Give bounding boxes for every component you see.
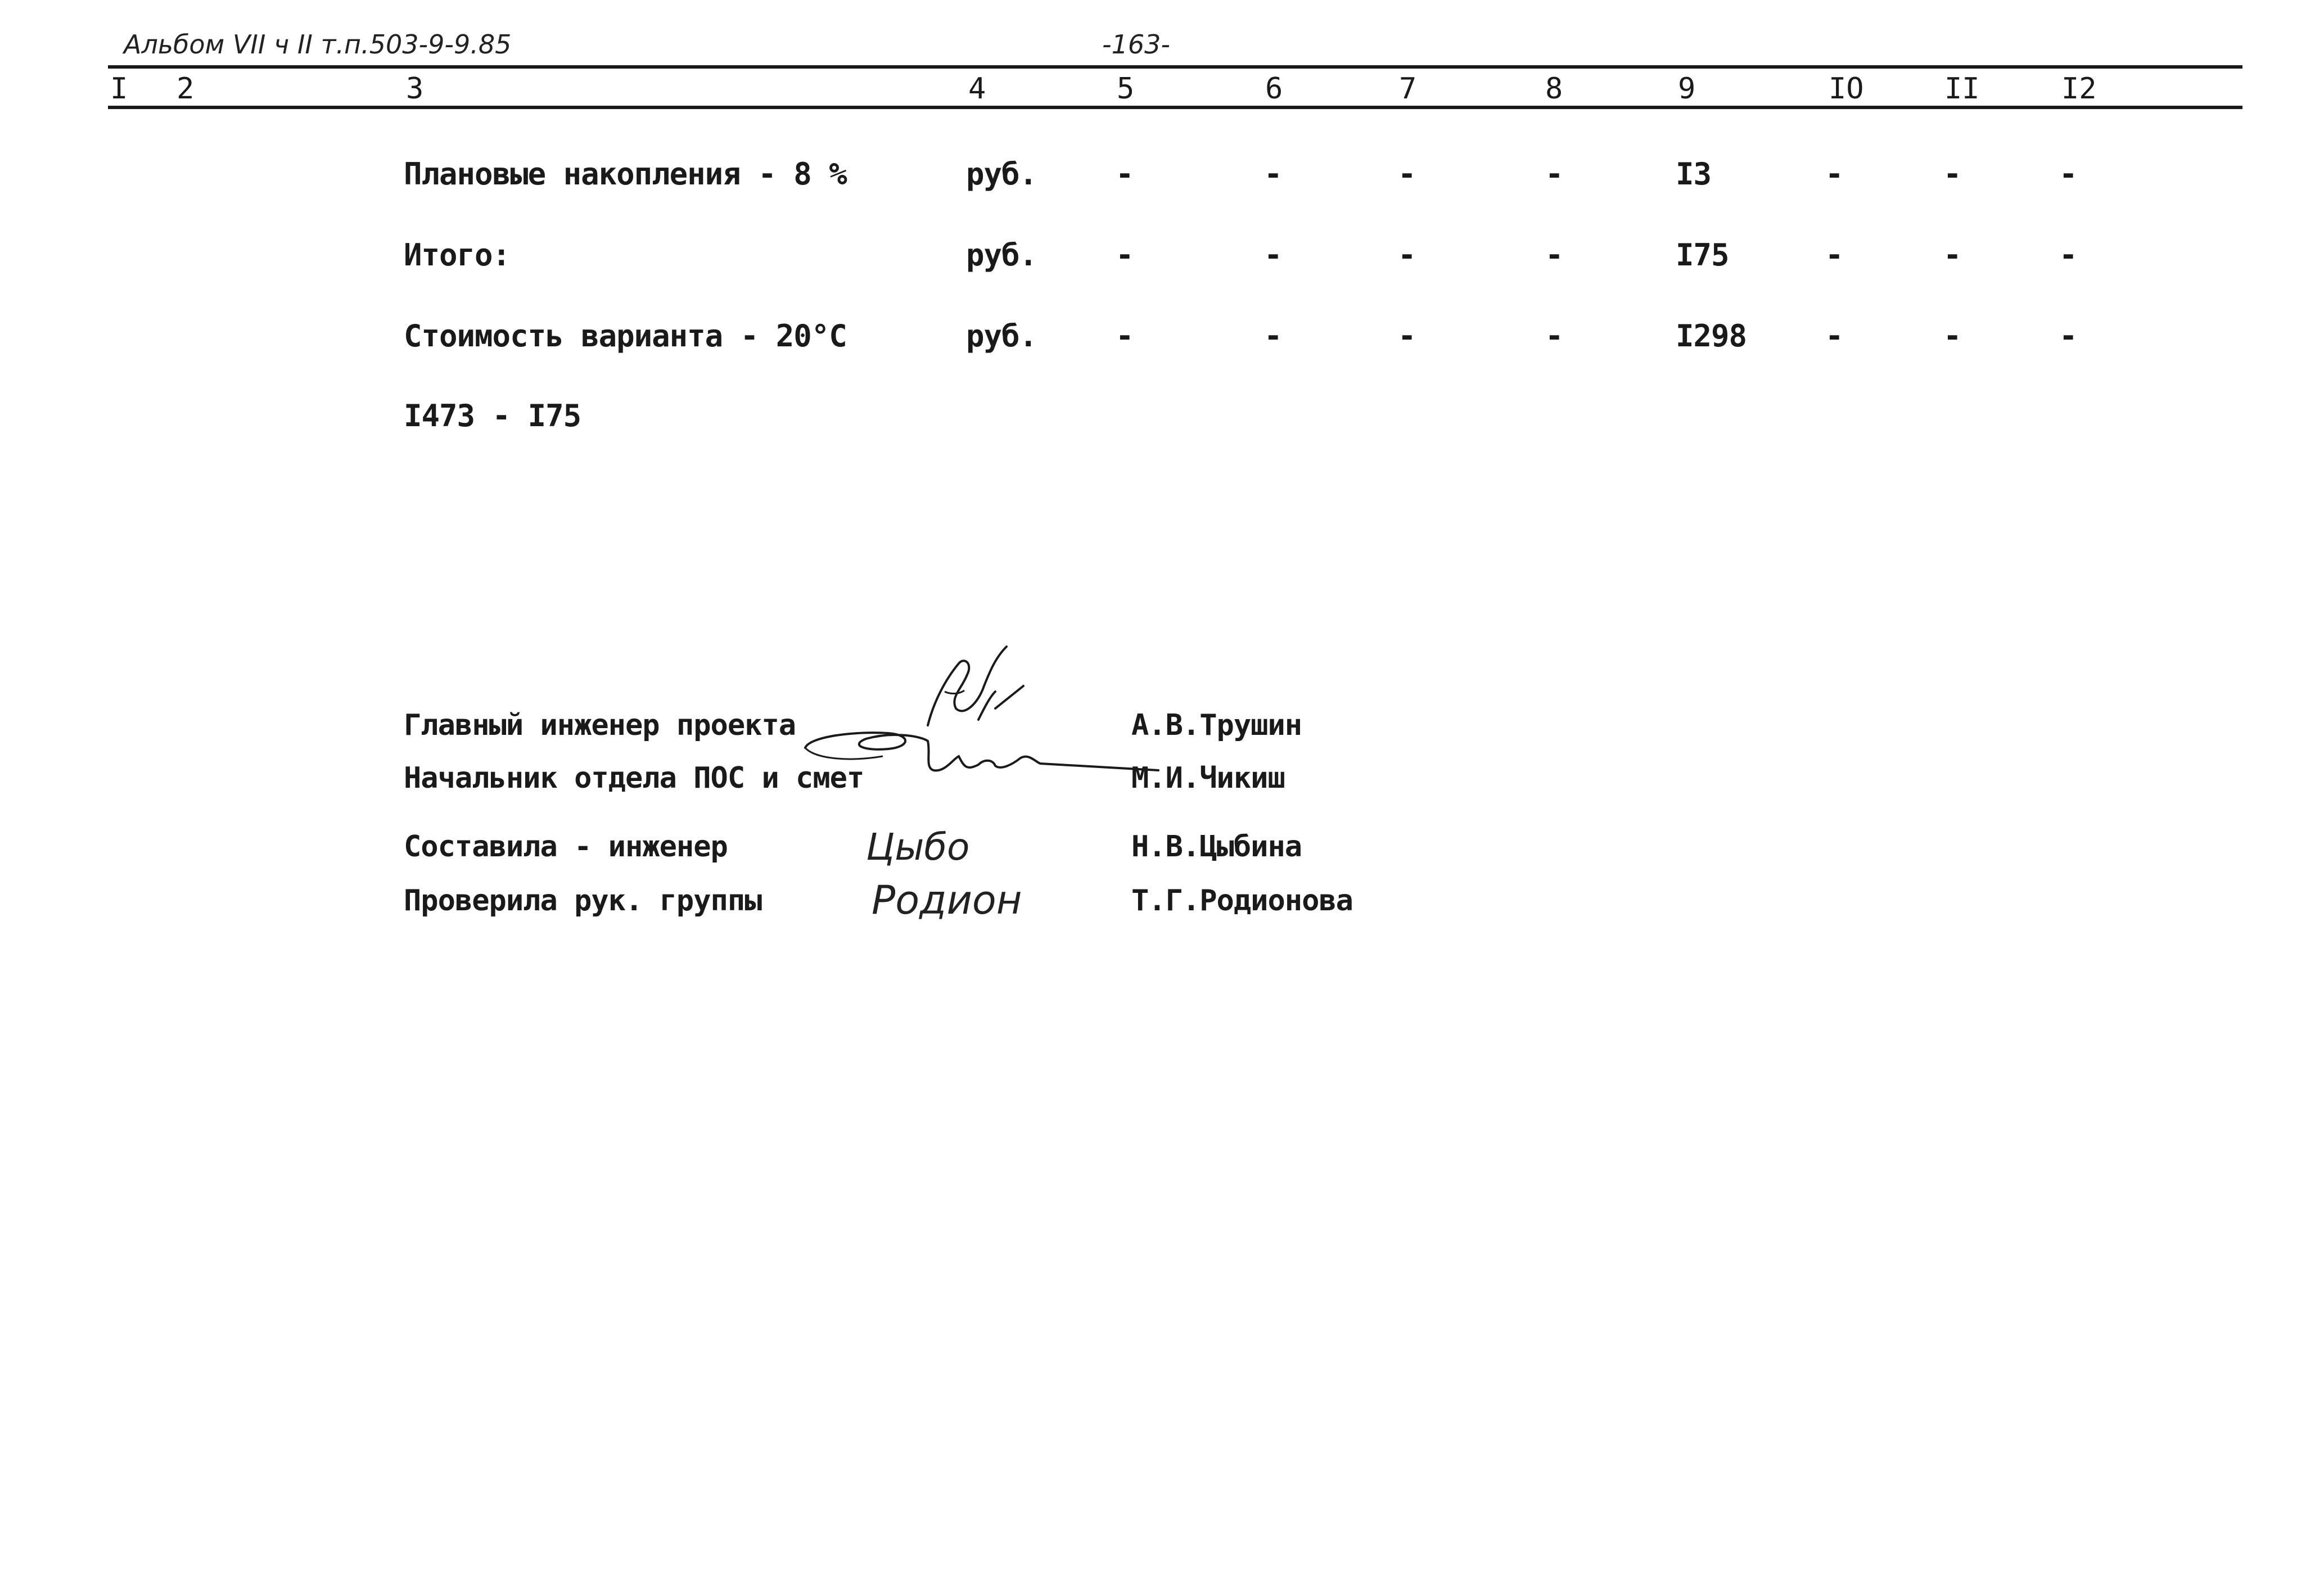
signature-name: Н.В.Цыбина — [1131, 830, 1302, 864]
album-reference: Альбом VII ч II т.п.503-9-9.85 — [124, 29, 512, 60]
cell-col6: - — [1264, 156, 1282, 192]
cell-col5: - — [1116, 318, 1134, 354]
row-label: Стоимость варианта - 20°С — [404, 318, 847, 354]
cell-col10: - — [1825, 318, 1843, 354]
cell-col12: - — [2059, 156, 2077, 192]
cell-col6: - — [1264, 318, 1282, 354]
signature-name: М.И.Чикиш — [1131, 761, 1285, 795]
signature-checker: Родион — [872, 877, 1022, 923]
signature-name: Т.Г.Родионова — [1131, 884, 1353, 918]
cell-col12: - — [2059, 318, 2077, 354]
column-number-10: IO — [1829, 72, 1864, 106]
row-unit: руб. — [966, 156, 1037, 192]
page-number: -163- — [1102, 29, 1170, 60]
signature-position: Составила - инженер — [404, 830, 728, 864]
column-number-11: II — [1944, 72, 1980, 106]
calculation-formula: I473 - I75 — [404, 398, 581, 434]
cell-col8: - — [1545, 156, 1563, 192]
header-bottom-rule — [108, 106, 2242, 109]
column-number-6: 6 — [1265, 72, 1283, 106]
row-unit: руб. — [966, 237, 1037, 273]
cell-col5: - — [1116, 156, 1134, 192]
signature-dept-head — [798, 714, 1181, 793]
signature-position: Проверила рук. группы — [404, 884, 762, 918]
cell-col10: - — [1825, 237, 1843, 273]
column-number-2: 2 — [177, 72, 195, 106]
header-top-rule — [108, 65, 2242, 69]
column-number-12: I2 — [2061, 72, 2097, 106]
cell-col7: - — [1398, 318, 1416, 354]
cell-col6: - — [1264, 237, 1282, 273]
cell-col7: - — [1398, 237, 1416, 273]
signature-name: А.В.Трушин — [1131, 708, 1302, 742]
signature-composer: Цыбо — [866, 825, 970, 869]
cell-col8: - — [1545, 237, 1563, 273]
column-number-3: 3 — [406, 72, 424, 106]
row-label: Итого: — [404, 237, 511, 273]
cell-col9: I75 — [1676, 237, 1729, 273]
signature-position: Главный инженер проекта — [404, 708, 796, 742]
cell-col11: - — [1943, 237, 1961, 273]
row-label: Плановые накопления - 8 % — [404, 156, 847, 192]
column-number-8: 8 — [1545, 72, 1563, 106]
cell-col8: - — [1545, 318, 1563, 354]
cell-col11: - — [1943, 156, 1961, 192]
cell-col9: I298 — [1676, 318, 1747, 354]
cell-col9: I3 — [1676, 156, 1712, 192]
cell-col7: - — [1398, 156, 1416, 192]
column-number-7: 7 — [1399, 72, 1417, 106]
signature-position: Начальник отдела ПОС и смет — [404, 761, 864, 795]
cell-col11: - — [1943, 318, 1961, 354]
column-number-1: I — [110, 72, 128, 106]
cell-col5: - — [1116, 237, 1134, 273]
column-number-9: 9 — [1678, 72, 1696, 106]
column-number-5: 5 — [1117, 72, 1135, 106]
row-unit: руб. — [966, 318, 1037, 354]
column-number-4: 4 — [968, 72, 986, 106]
cell-col12: - — [2059, 237, 2077, 273]
cell-col10: - — [1825, 156, 1843, 192]
